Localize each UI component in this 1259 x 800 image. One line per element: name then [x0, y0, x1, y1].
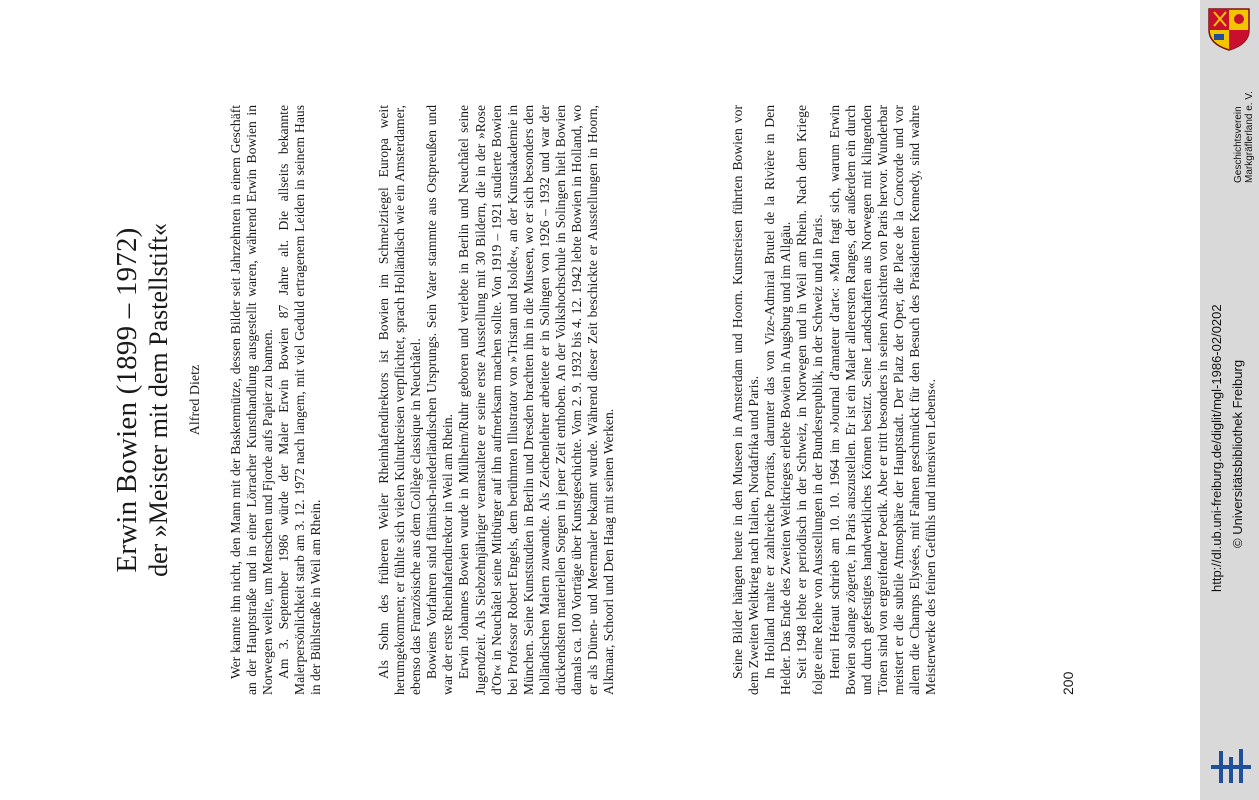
- page-number: 200: [1060, 671, 1076, 695]
- coat-of-arms-icon: [1206, 6, 1252, 52]
- section-biography: [376, 105, 617, 695]
- society-name-line-2: Markgräflerland e. V.: [1244, 91, 1255, 183]
- title-line-1: Erwin Bowien (1899 – 1972): [111, 227, 143, 573]
- copyright-library: © Universitätsbibliothek Freiburg: [1230, 359, 1245, 548]
- article-title: [110, 0, 174, 800]
- paragraph: Als Sohn des früheren Weiler Rheinhafendirektors ist Bowien im Schmelztiegel Europa weit herumgekommen; er fühlte sich vielen Kulturkreisen verpflichtet, sprach Holländisch wie ein Amsterdamer, ebenso das Französische aus dem Collège classique in Neuchâtel.: [376, 105, 424, 695]
- society-name-line-1: Geschichtsverein: [1233, 106, 1244, 183]
- section-intro: [228, 105, 325, 695]
- article-author: Alfred Dietz: [188, 364, 203, 436]
- section-works: [730, 105, 939, 695]
- paragraph: Am 3. September 1986 würde der Maler Erwin Bowien 87 Jahre alt. Die allseits bekannte Malerpersönlichkeit starb am 3. 12. 1972 nach langem, mit viel Geduld ertragenem Leiden in seinem Haus in der Bühlstraße in Weil am Rhein.: [276, 105, 324, 695]
- paragraph: Wer kannte ihn nicht, den Mann mit der Baskenmütze, dessen Bilder seit Jahrzehnten in einem Geschäft an der Hauptstraße und in einer Lörracher Kunsthandlung ausgestellt waren, während Erwin Bowien in Norwegen weilte, um Menschen und Fjorde aufs Papier zu bannen.: [228, 105, 276, 695]
- paragraph: Seine Bilder hängen heute in den Museen in Amsterdam und Hoorn. Kunstreisen führten Bowien vor dem Zweiten Weltkrieg nach Italien, Nordafrika und Paris.: [730, 105, 762, 695]
- source-url-link[interactable]: http://dl.ub.uni-freiburg.de/diglit/mgl-1986-02/0202: [1209, 304, 1224, 592]
- paragraph: In Holland malte er zahlreiche Porträts, darunter das von Vize-Admiral Brutel de la Rivière in Den Helder. Das Ende des Zweiten Weltkrieges erlebte Bowien in Augsburg und im Allgäu.: [762, 105, 794, 695]
- paragraph: Seit 1948 lebte er periodisch in der Schweiz, in Norwegen und in Weil am Rhein. Nach dem Kriege folgte eine Reihe von Ausstellungen in der Bundesrepublik, in der Schweiz und in Paris.: [794, 105, 826, 695]
- ub-freiburg-logo-icon: [1209, 745, 1253, 789]
- paragraph: Henri Héraut schrieb am 10. 10. 1964 im »Journal d'amateur d'art«: »Man fragt sich, warum Erwin Bowien solange zögerte, in Paris auszustellen. Er ist ein Maler allerersten Ranges, der außerdem ein durch und durch gefestigtes handwerkliches Können besitzt. Seine Landschaften aus Norwegen mit klingenden Tönen sind von ergreifender Poetik. Aber er tritt besonders in seinen Ansichten von Paris hervor. Wunderbar meistert er die subtile Atmosphäre der Hauptstadt. Der Platz der Oper, die Place de la Concorde und vor allem die Champs Elysées, mit Fahnen geschmückt für den Besuch des Präsidenten Kennedy, sind wahre Meisterwerke des feinen Gefühls und intensiven Lebens«.: [826, 105, 939, 695]
- title-line-2: der »Meister mit dem Pastellstift«: [144, 223, 173, 577]
- paragraph: Bowiens Vorfahren sind flämisch-niederländischen Ursprungs. Sein Vater stammte aus Ostpreußen und war der erste Rheinhafendirektor in Weil am Rhein.: [424, 105, 456, 695]
- paragraph: Erwin Johannes Bowien wurde in Mülheim/Ruhr geboren und verlebte in Berlin und Neuchâtel seine Jugendzeit. Als Siebzehnjähriger veranstaltete er seine erste Ausstellung mit 30 Bildern, die in der »Rose d'Or« in Neuchâtel seine Mitbürger auf ihn aufmerksam machen sollte. Von 1919 – 1921 studierte Bowien bei Professor Robert Engels, dem berühmten Illustrator von »Tristan und Isolde«, an der Kunstakademie in München. Seine Kunststudien in Berlin und Dresden brachten ihn in die Museen, wo er sich besonders den holländischen Malern zuwandte. Als Zeichenlehrer arbeitete er in Solingen von 1926 – 1932 und war der drückendsten materiellen Sorgen in jener Zeit enthoben. An der Volkshochschule in Solingen hielt Bowien damals ca. 100 Vorträge über Kunstgeschichte. Vom 2. 9. 1932 bis 4. 12. 1942 lebte Bowien in Holland, wo er als Dünen- und Meermaler bekannt wurde. Während dieser Zeit beschickte er Ausstellungen in Hoorn, Alkmaar, Schoorl und Den Haag mit seinen Werken.: [456, 105, 617, 695]
